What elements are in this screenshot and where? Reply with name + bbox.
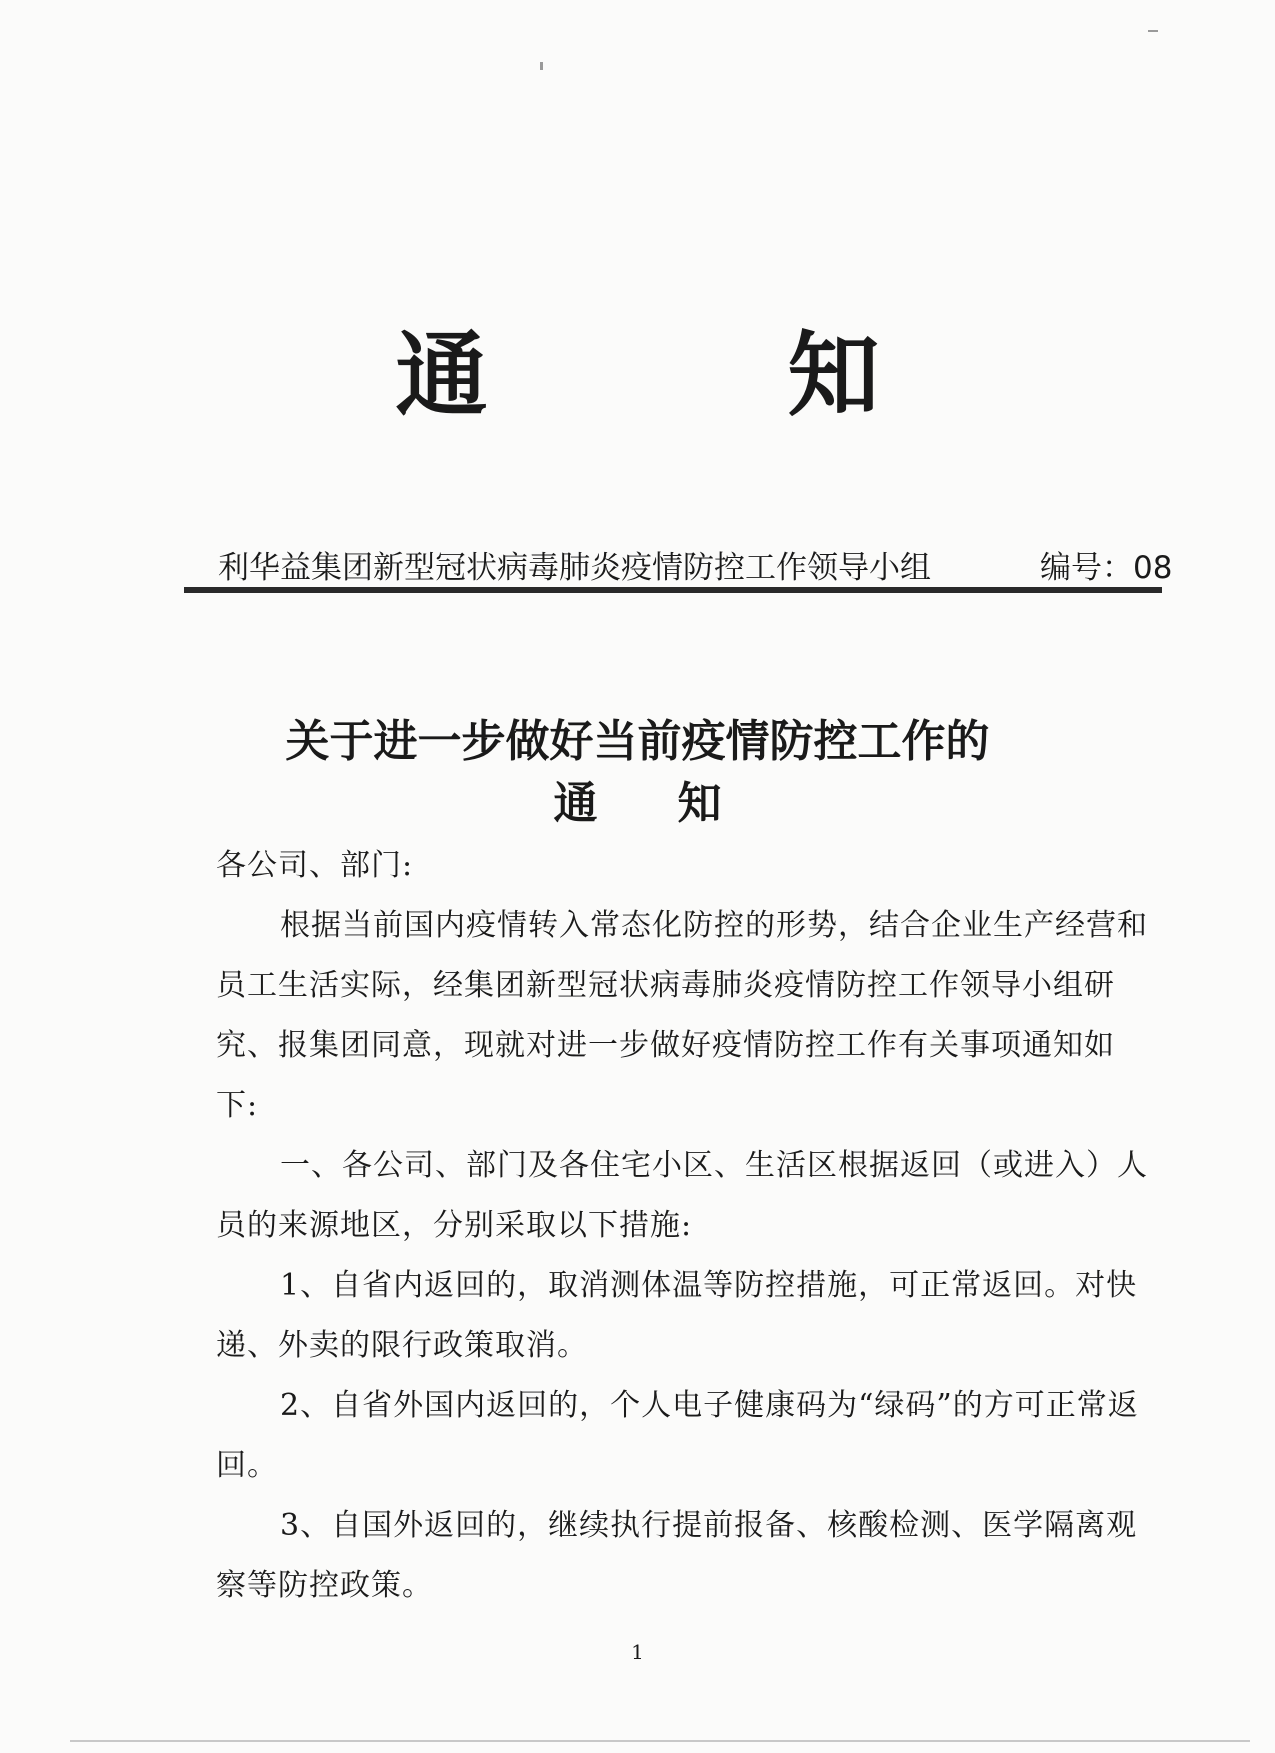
issuer-name: 利华益集团新型冠状病毒肺炎疫情防控工作领导小组 [218,550,931,586]
salutation: 各公司、部门: [216,848,414,883]
title-sub-right: 知 [677,778,722,829]
title-sub-left: 通 [553,778,598,829]
body-paragraph: 1、自省内返回的，取消测体温等防控措施，可正常返回。对快递、外卖的限行政策取消。 [216,1268,1138,1363]
body-paragraph: 3、自国外返回的，继续执行提前报备、核酸检测、医学隔离观察等防控政策。 [216,1508,1138,1603]
scan-speck [1148,30,1158,32]
page-number: 1 [631,1640,644,1664]
header-divider [184,587,1162,593]
notice-title: 关于进一步做好当前疫情防控工作的 [285,716,990,767]
notice-header-title [0,320,1275,430]
document-number: 编号：08 [1040,550,1173,586]
body-paragraph: 2、自省外国内返回的，个人电子健康码为“绿码”的方可正常返回。 [216,1388,1139,1483]
body-paragraph: 一、各公司、部门及各住宅小区、生活区根据返回（或进入）人员的来源地区，分别采取以下措施: [216,1148,1148,1243]
header-title-right: 知 [787,321,880,429]
notice-body [216,836,1156,1616]
body-paragraph: 根据当前国内疫情转入常态化防控的形势，结合企业生产经营和员工生活实际，经集团新型冠状病毒肺炎疫情防控工作领导小组研究、报集团同意，现就对进一步做好疫情防控工作有关事项通知如下: [216,908,1148,1123]
scan-edge-line [70,1740,1250,1742]
scan-speck [540,62,543,70]
header-title-left: 通 [395,321,488,429]
notice-title-sub [0,776,1275,832]
